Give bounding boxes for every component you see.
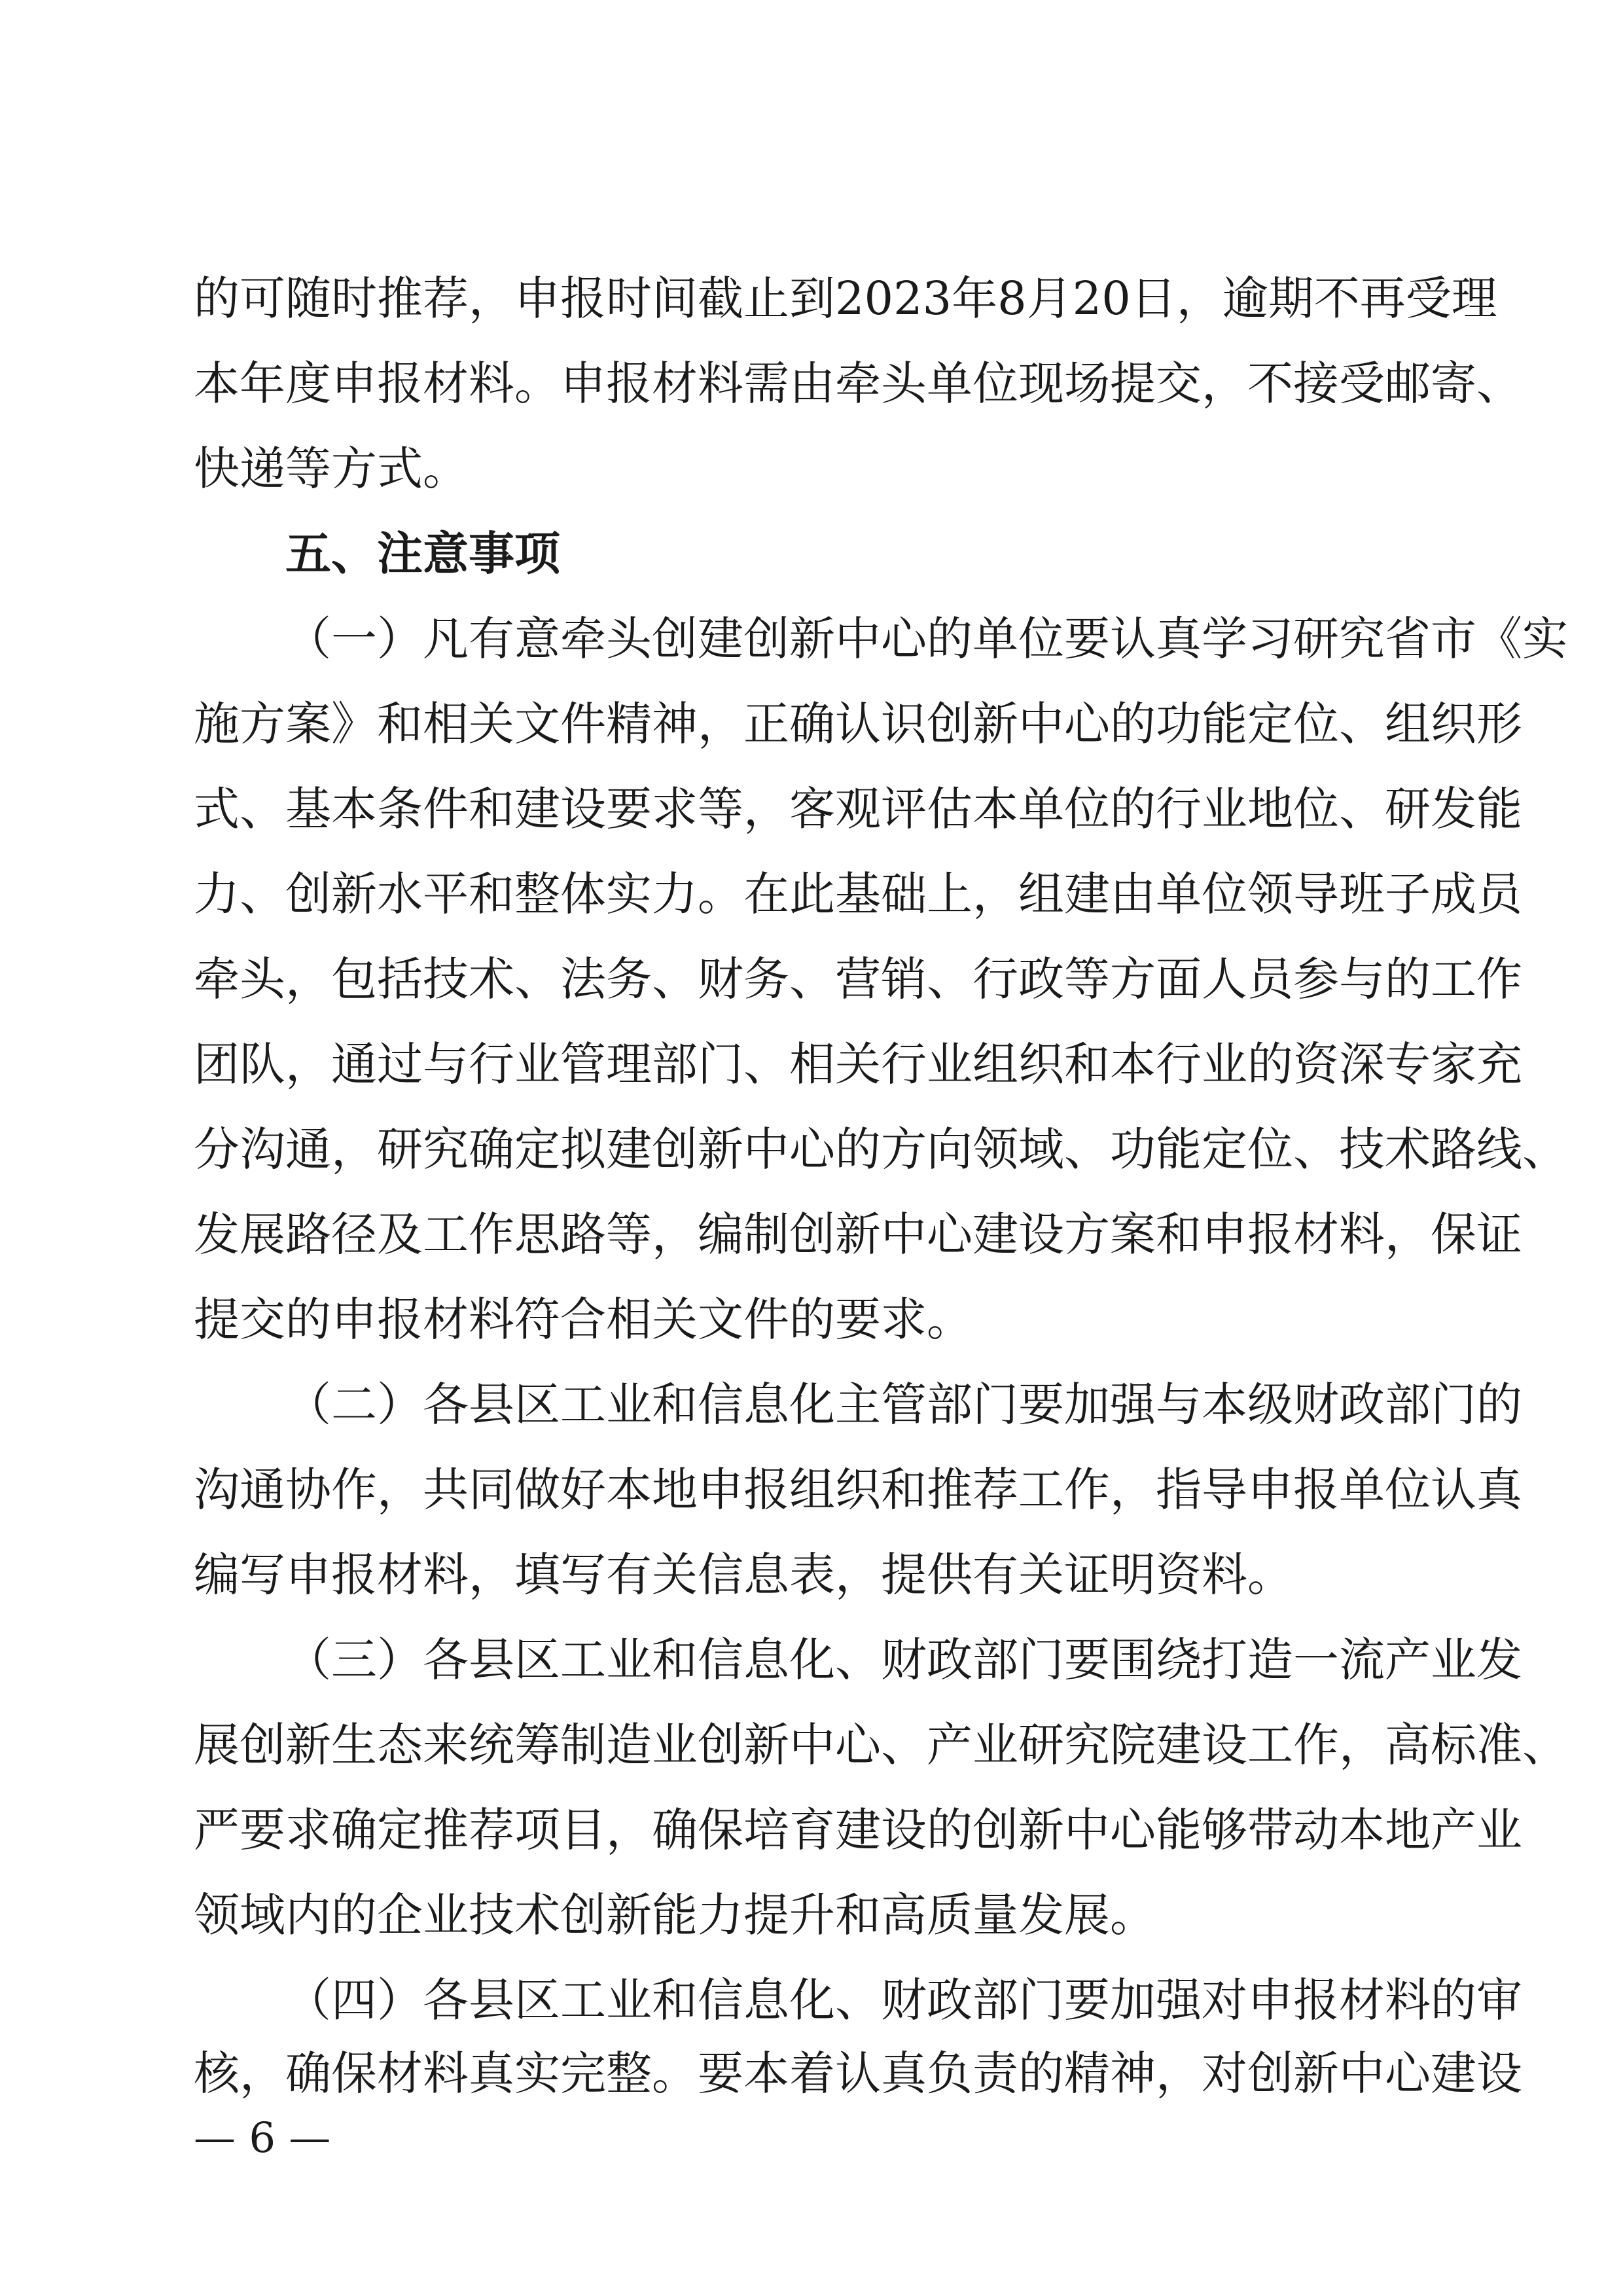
text-line: （一）凡有意牵头创建创新中心的单位要认真学习研究省市《实	[285, 612, 1568, 666]
text-line: 发展路径及工作思路等，编制创新中心建设方案和申报材料，保证	[194, 1208, 1522, 1261]
text-line: 的可随时推荐，申报时间截止到2023年8月20日，逾期不再受理	[194, 272, 1497, 325]
page-number: — 6 —	[194, 2114, 331, 2162]
text-line: 提交的申报材料符合相关文件的要求。	[194, 1293, 972, 1346]
text-line: 牵头，包括技术、法务、财务、营销、行政等方面人员参与的工作	[194, 952, 1522, 1006]
text-line: 展创新生态来统筹制造业创新中心、产业研究院建设工作，高标准、	[194, 1718, 1568, 1772]
text-line: 快递等方式。	[194, 442, 469, 495]
text-line: 团队，通过与行业管理部门、相关行业组织和本行业的资深专家充	[194, 1037, 1522, 1091]
text-line: 本年度申报材料。申报材料需由牵头单位现场提交，不接受邮寄、	[194, 357, 1522, 410]
text-line: 力、创新水平和整体实力。在此基础上，组建由单位领导班子成员	[194, 867, 1522, 921]
text-line: 核，确保材料真实完整。要本着认真负责的精神，对创新中心建设	[194, 2047, 1522, 2100]
text-line: 式、基本条件和建设要求等，客观评估本单位的行业地位、研发能	[194, 782, 1522, 836]
text-line: （三）各县区工业和信息化、财政部门要围绕打造一流产业发	[285, 1633, 1522, 1687]
text-line: 严要求确定推荐项目，确保培育建设的创新中心能够带动本地产业	[194, 1803, 1522, 1857]
text-line: （四）各县区工业和信息化、财政部门要加强对申报材料的审	[285, 1973, 1522, 2027]
text-line: 领域内的企业技术创新能力提升和高质量发展。	[194, 1888, 1156, 1942]
text-line: 分沟通，研究确定拟建创新中心的方向领域、功能定位、技术路线、	[194, 1122, 1568, 1176]
text-line: 沟通协作，共同做好本地申报组织和推荐工作，指导申报单位认真	[194, 1463, 1522, 1516]
section-heading: 五、注意事项	[285, 527, 560, 581]
text-line: （二）各县区工业和信息化主管部门要加强与本级财政部门的	[285, 1378, 1522, 1431]
text-line: 施方案》和相关文件精神，正确认识创新中心的功能定位、组织形	[194, 697, 1522, 751]
text-line: 编写申报材料，填写有关信息表，提供有关证明资料。	[194, 1548, 1293, 1602]
